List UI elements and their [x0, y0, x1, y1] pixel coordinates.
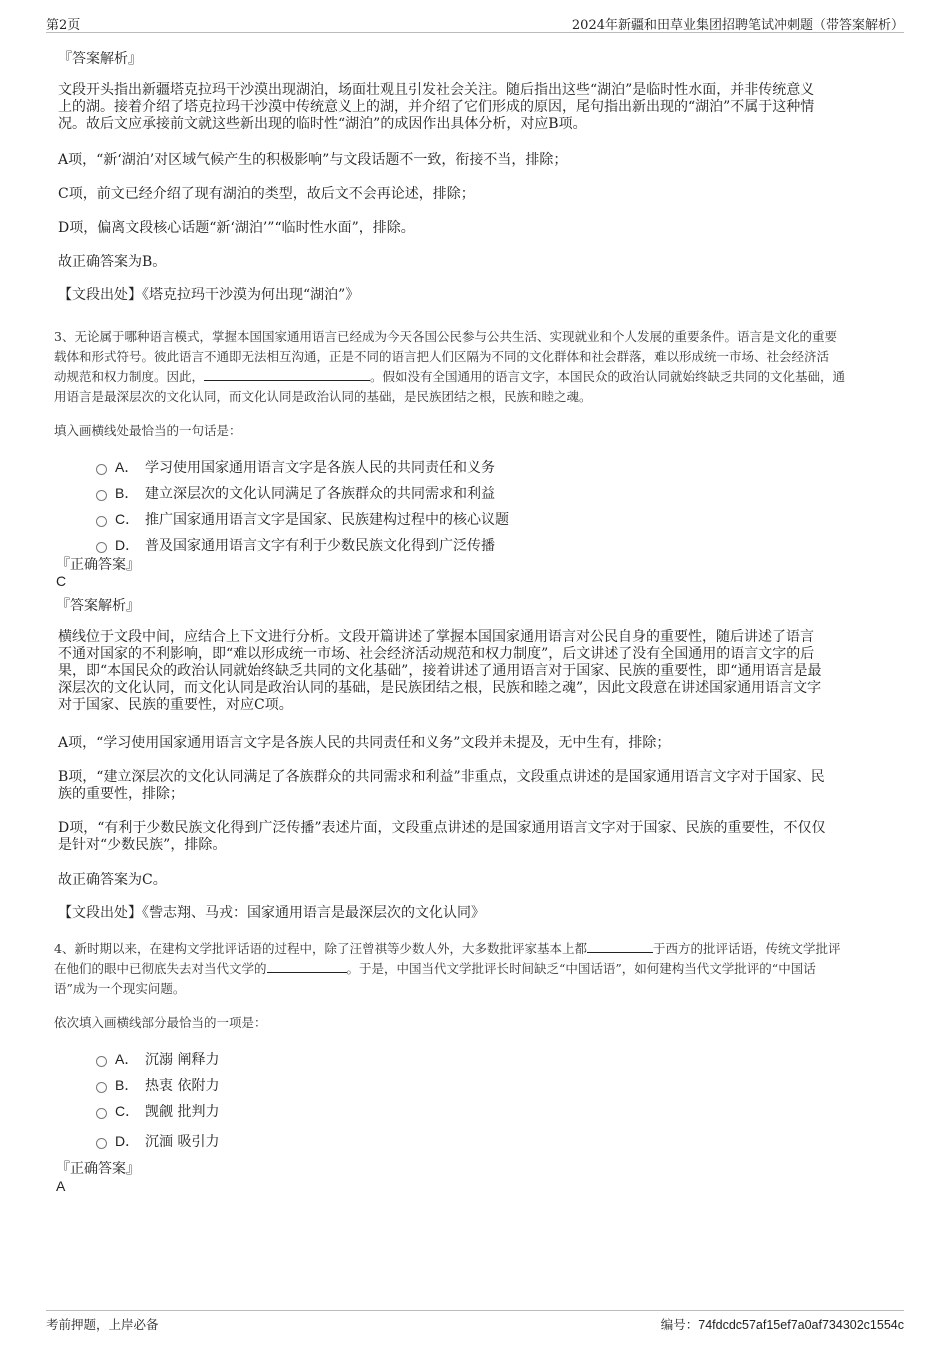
option-a[interactable]: A． 学习使用国家通用语言文字是各族人民的共同责任和义务 [96, 457, 495, 477]
radio-icon[interactable] [96, 1108, 107, 1119]
question-line: 4、新时期以来，在建构文学批评话语的过程中，除了汪曾祺等少数人外，大多数批评家基本上都 于西方的批评话语，传统文学批评 [54, 941, 841, 956]
analysis-line: 深层次的文化认同，而文化认同是政治认同的基础，是民族团结之根，民族和睦之魂”，因此文段意在讲述国家通用语言文字 [58, 680, 822, 696]
document-id: 编号：74fdcdc57af15ef7a0af734302c1554c [660, 1317, 904, 1332]
page-header [46, 12, 904, 33]
document-title: 2024年新疆和田草业集团招聘笔试冲刺题（带答案解析） [571, 18, 904, 33]
analysis-paragraph [58, 82, 814, 133]
option-d[interactable]: D． 普及国家通用语言文字有利于少数民族文化得到广泛传播 [96, 535, 495, 555]
question-4-prompt: 依次填入画横线部分最恰当的一项是： [54, 1015, 267, 1030]
question-line: 载体和形式符号。彼此语言不通即无法相互沟通，正是不同的语言把人们区隔为不同的文化群体和社会群落，难以形成统一市场、社会经济活 [54, 349, 830, 364]
option-b[interactable]: B． 建立深层次的文化认同满足了各族群众的共同需求和利益 [96, 483, 495, 503]
radio-icon[interactable] [96, 542, 107, 553]
analysis-paragraph [58, 629, 821, 714]
page-number: 第2页 [46, 18, 81, 33]
option-b[interactable]: B． 热衷 依附力 [96, 1075, 219, 1095]
option-d-note: D项，偏离文段核心话题“新‘湖泊’”“临时性水面”，排除。 [58, 220, 415, 236]
answer-analysis-label: 『答案解析』 [58, 51, 142, 67]
conclusion: 故正确答案为B。 [58, 254, 167, 270]
radio-icon[interactable] [96, 464, 107, 475]
option-d-note: D项，“有利于少数民族文化得到广泛传播”表述片面，文段重点讲述的是国家通用语言文字对于国家、民族的重要性，不仅仅 是针对“少数民族”，排除。 [58, 820, 826, 853]
source-citation: 【文段出处】《訾志翔、马戎：国家通用语言是最深层次的文化认同》 [58, 905, 485, 921]
question-3-prompt: 填入画横线处最恰当的一句话是： [54, 423, 242, 438]
option-a-note: A项，“学习使用国家通用语言文字是各族人民的共同责任和义务”文段并未提及，无中生有，排除； [58, 735, 671, 751]
analysis-line: 对于国家、民族的重要性，对应C项。 [58, 697, 293, 713]
correct-answer: A [56, 1178, 66, 1194]
analysis-line: 上的湖。接着介绍了塔克拉玛干沙漠中传统意义上的湖，并介绍了它们形成的原因，尾句指出新出现的“湖泊”不属于这种情 [58, 99, 815, 115]
radio-icon[interactable] [96, 1056, 107, 1067]
radio-icon[interactable] [96, 1082, 107, 1093]
fill-blank[interactable] [587, 939, 653, 953]
conclusion: 故正确答案为C。 [58, 872, 167, 888]
option-b-note: B项，“建立深层次的文化认同满足了各族群众的共同需求和利益”非重点，文段重点讲述的是国家通用语言文字对于国家、民 族的重要性，排除； [58, 769, 825, 802]
fill-blank[interactable] [204, 367, 370, 381]
radio-icon[interactable] [96, 516, 107, 527]
analysis-line: 不通对国家的不利影响，即“难以形成统一市场、社会经济活动规范和权力制度”，后文讲述了没有全国通用的语言文字的后 [58, 646, 815, 662]
question-line: 动规范和权力制度。因此， 。假如没有全国通用的语言文字，本国民众的政治认同就始终缺乏共同的文化基础，通 [54, 369, 846, 384]
option-c[interactable]: C． 推广国家通用语言文字是国家、民族建构过程中的核心议题 [96, 509, 509, 529]
question-3-text [54, 327, 896, 407]
question-4-text [54, 939, 896, 999]
question-line: 用语言是最深层次的文化认同，而文化认同是政治认同的基础，是民族团结之根，民族和睦之魂。 [54, 389, 592, 404]
correct-answer-label: 『正确答案』 [56, 557, 140, 573]
analysis-line: 况。故后文应承接前文就这些新出现的临时性“湖泊”的成因作出具体分析，对应B项。 [58, 116, 587, 132]
option-a[interactable]: A． 沉溺 阐释力 [96, 1049, 219, 1069]
question-line: 语”成为一个现实问题。 [54, 981, 186, 996]
page-footer [46, 1310, 904, 1335]
analysis-line: 横线位于文段中间，应结合上下文进行分析。文段开篇讲述了掌握本国国家通用语言对公民自身的重要性，随后讲述了语言 [58, 629, 814, 645]
radio-icon[interactable] [96, 490, 107, 501]
question-line: 3、无论属于哪种语言模式，掌握本国国家通用语言已经成为今天各国公民参与公共生活、实现就业和个人发展的重要条件。语言是文化的重要 [54, 329, 837, 344]
correct-answer: C [56, 573, 67, 589]
radio-icon[interactable] [96, 1138, 107, 1149]
footer-slogan: 考前押题，上岸必备 [46, 1317, 159, 1332]
answer-analysis-label: 『答案解析』 [56, 598, 140, 614]
option-d[interactable]: D． 沉湎 吸引力 [96, 1131, 219, 1151]
analysis-line: 文段开头指出新疆塔克拉玛干沙漠出现湖泊，场面壮观且引发社会关注。随后指出这些“湖泊”是临时性水面，并非传统意义 [58, 82, 815, 98]
option-a-note: A项，“新‘湖泊’对区域气候产生的积极影响”与文段话题不一致，衔接不当，排除； [58, 152, 568, 168]
source-citation: 【文段出处】《塔克拉玛干沙漠为何出现“湖泊”》 [58, 287, 360, 303]
correct-answer-label: 『正确答案』 [56, 1161, 140, 1177]
question-line: 在他们的眼中已彻底失去对当代文学的 。于是，中国当代文学批评长时间缺乏“中国话语”，如何建构当代文学批评的“中国话 [54, 961, 816, 976]
option-c[interactable]: C． 觊觎 批判力 [96, 1101, 219, 1121]
option-c-note: C项，前文已经介绍了现有湖泊的类型，故后文不会再论述，排除； [58, 186, 475, 202]
fill-blank[interactable] [267, 959, 347, 973]
analysis-line: 果，即“本国民众的政治认同就始终缺乏共同的文化基础”，接着讲述了通用语言对于国家、民族的重要性，即“通用语言是最 [58, 663, 822, 679]
